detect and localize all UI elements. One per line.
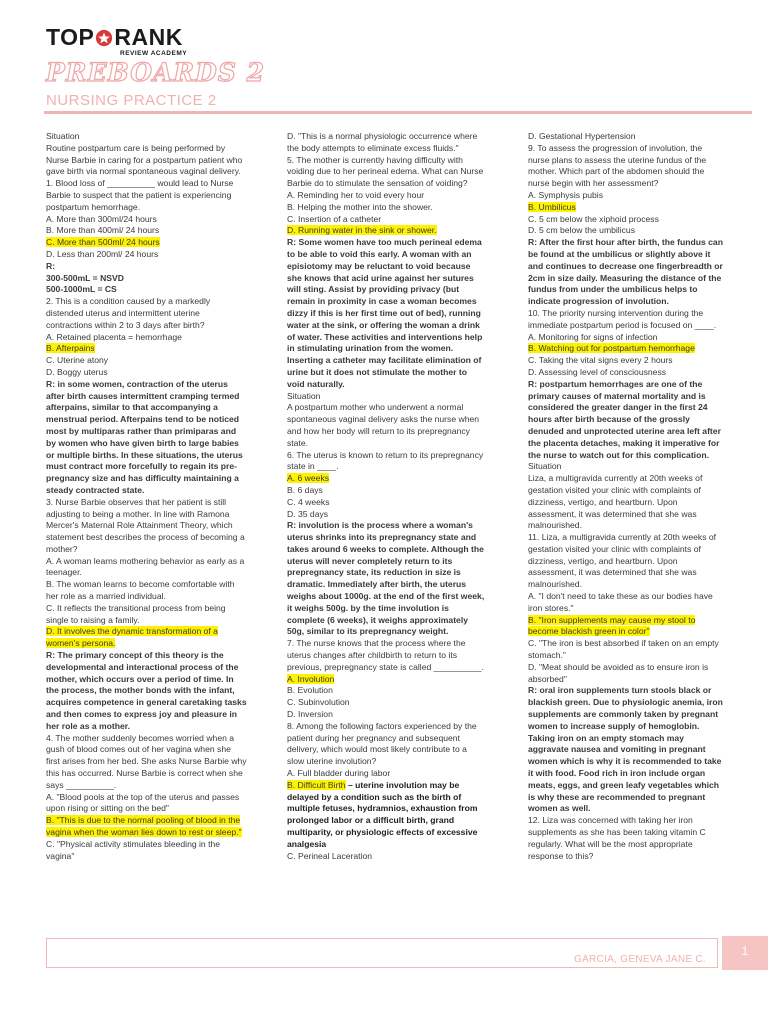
text-line (287, 473, 485, 485)
text-line (528, 815, 725, 862)
line-text: 10. The priority nursing intervention during the immediate postpartum period is focused on ____. (528, 307, 717, 330)
line-text: Situation (528, 461, 562, 472)
text-line (46, 355, 247, 367)
text-line (46, 603, 247, 627)
text-line (46, 273, 247, 285)
text-line (528, 367, 725, 379)
logo-right: RANK (114, 24, 183, 50)
line-text: 8. Among the following factors experienced by the patient during her pregnancy and subsequent delivery, which would most likely contribute to a slow uterine involution? (287, 720, 477, 767)
line-text: C. Insertion of a catheter (287, 213, 382, 224)
logo-subtitle: REVIEW ACADEMY (120, 50, 188, 57)
text-line (528, 355, 725, 367)
rationale-text: R: The primary concept of this theory is the developmental and interactional process of the mother, which occurs over a period of time. In the process, the mother bonds with the infant, acquires competence in general caretaking tasks and then comes to express joy and pleasure in her role as a mother. (46, 650, 247, 731)
line-text: A. "Blood pools at the top of the uterus and passes upon rising or sitting on the bed" (46, 791, 240, 814)
logo-wordmark (46, 24, 183, 51)
text-line (528, 237, 725, 308)
text-line (46, 379, 247, 497)
text-line (46, 332, 247, 344)
text-line (528, 143, 725, 190)
line-text: A. Reminding her to void every hour (287, 189, 425, 200)
text-line (528, 662, 725, 686)
line-text: C. It reflects the transitional process from being single to raising a family. (46, 602, 226, 625)
page-title: PREBOARDS 2 (46, 58, 266, 87)
page-number: 1 (741, 944, 749, 958)
text-line (287, 155, 485, 190)
text-line (287, 721, 485, 768)
header-divider (44, 111, 752, 114)
highlighted-answer: B. Difficult Birth (287, 779, 346, 790)
rationale-text: R: Some women have too much perineal edema to be able to void this early. A woman with an episiotomy may be reluctant to void because she knows that acid urine against her sutures will sting. Assist by providing privacy (but remain in proximity in case a woman becomes dizzy if this is her first time out of bed), running water at the sink, or offering the woman a drink of water. These activities and interventions help in stimulating urination from the women. Inserting a catheter may facilitate elimination of urine but it does not stimulate the mother to void naturally. (287, 237, 483, 389)
line-text: 5. The mother is currently having difficulty with voiding due to her perineal edema. What can Nurse Barbie do to stimulate the sensation of voiding? (287, 154, 484, 189)
text-line (46, 131, 247, 143)
text-line (287, 391, 485, 403)
logo (46, 24, 206, 58)
text-line (287, 709, 485, 721)
rationale-text: 300-500mL = NSVD (46, 272, 124, 283)
rationale-text: R: in some women, contraction of the uterus after birth causes intermittent cramping termed afterpains, similar to that accompanying a menstrual period. Afterpains tend to be noticed most by multiparas rather than primiparas and by women who have given birth to large babies or multiple births. In these situations, the uterus must contract more forcefully to regain its pre-pregnancy size and has difficulty maintaining a steady contracted state. (46, 378, 243, 495)
text-line (287, 697, 485, 709)
page-subtitle: NURSING PRACTICE 2 (46, 92, 217, 109)
highlighted-answer: B. "This is due to the normal pooling of blood in the vagina when the woman lies down to rest or sleep." (46, 815, 242, 838)
line-text: B. Helping the mother into the shower. (287, 201, 433, 212)
text-line (287, 485, 485, 497)
text-line (528, 225, 725, 237)
highlighted-answer: B. Umbilicus (528, 201, 576, 212)
text-line (287, 851, 485, 863)
line-text: D. "This is a normal physiologic occurrence where the body attempts to eliminate excess fluids." (287, 131, 478, 153)
line-text: C. Taking the vital signs every 2 hours (528, 355, 673, 366)
line-text: Situation (287, 390, 321, 401)
highlighted-answer: D. Running water in the sink or shower. (287, 225, 437, 236)
text-line (528, 685, 725, 815)
highlighted-answer: B. Watching out for postpartum hemorrhage (528, 343, 695, 354)
text-column-3 (528, 131, 725, 862)
text-line (287, 225, 485, 237)
line-text: B. 6 days (287, 484, 323, 495)
star-icon (95, 29, 113, 47)
text-line (46, 792, 247, 816)
text-line (46, 650, 247, 733)
line-text: C. Perineal Laceration (287, 850, 373, 861)
rationale-text: R: oral iron supplements turn stools black or blackish green. Due to physiologic anemia, iron supplements are commonly taken by pregnant women to increase supply of hemoglobin. Taking iron on an empty stomach may aggravate nausea and vomiting in pregnant women which is why it is recommended to take it with food. Food rich in iron include organ meats, eggs, and green leafy vegetables which is why these are recommended to pregnant women as well. (528, 685, 723, 814)
line-text: 2. This is a condition caused by a markedly distended uterus and intermittent uterine contractions within 2 to 3 days after birth? (46, 296, 211, 330)
line-text: D. Boggy uterus (46, 366, 108, 377)
text-line (287, 450, 485, 474)
text-line (528, 332, 725, 344)
line-text: 12. Liza was concerned with taking her iron supplements as she has been taking vitamin C regularly. What will be the most appropriate response to this? (528, 815, 706, 861)
rationale-text: – uterine involution may be delayed by a condition such as the birth of multiple fetuses, hydramnios, exhaustion from prolonged labor or a difficult birth, grand multiparity, or physiologic effects of excessive analgesia (287, 779, 478, 849)
line-text: D. 5 cm below the umbilicus (528, 225, 635, 236)
text-line (528, 131, 725, 143)
line-text: 3. Nurse Barbie observes that her patient is still adjusting to being a mother. In line with Ramona Mercer's Maternal Role Attainment Theory, which statement best describes the process of becoming a mother? (46, 496, 245, 554)
line-text: A. Retained placenta = hemorrhage (46, 331, 182, 342)
text-column-2 (287, 131, 485, 862)
line-text: B. More than 400ml/ 24 hours (46, 225, 160, 236)
text-line (46, 815, 247, 839)
text-line (46, 367, 247, 379)
text-line (287, 190, 485, 202)
text-line (287, 131, 485, 155)
highlighted-answer: A. 6 weeks (287, 473, 330, 484)
highlighted-answer: B. Afterpains (46, 343, 95, 354)
text-line (287, 520, 485, 638)
line-text: C. Uterine atony (46, 355, 109, 366)
text-line (528, 615, 725, 639)
line-text: 1. Blood loss of __________ would lead to Nurse Barbie to suspect that the patient is experiencing postpartum hemorrhage. (46, 178, 234, 212)
text-line (528, 214, 725, 226)
text-line (528, 638, 725, 662)
line-text: Situation (46, 131, 80, 141)
text-line (46, 143, 247, 178)
text-line (287, 638, 485, 673)
highlighted-answer: A. Involution (287, 673, 335, 684)
highlighted-answer: C. More than 500ml/ 24 hours (46, 237, 160, 248)
text-line (46, 249, 247, 261)
line-text: D. Inversion (287, 709, 333, 720)
line-text: A. Symphysis pubis (528, 189, 603, 200)
line-text: 9. To assess the progression of involution, the nurse plans to assess the uterine fundus of the mother. Which part of the abdomen should the nurse begin with her assessment? (528, 142, 707, 189)
rationale-text: R: After the first hour after birth, the fundus can be found at the umbilicus or slightly above it and continues to decrease one fingerbreadth or 2cm in size daily. Measuring the distance of the fundus from under the umbilicus helps to indicate progression of involution. (528, 237, 723, 307)
text-line (528, 202, 725, 214)
text-line (287, 768, 485, 780)
line-text: Liza, a multigravida currently at 20th weeks of gestation visited your clinic with complaints of dizziness, vertigo, and heartburn. Upon assessment, it was determined that she was malnourished. (528, 473, 703, 531)
line-text: C. "Physical activity stimulates bleeding in the vagina" (46, 838, 221, 861)
text-line (46, 733, 247, 792)
text-line (46, 284, 247, 296)
line-text: C. 4 weeks (287, 496, 330, 507)
text-line (46, 556, 247, 580)
rationale-text: R: involution is the process where a woman's uterus shrinks into its prepregnancy state and takes around 6 weeks to complete. Although the uterus will never completely return to its prepregnancy state, its reduction in size is dramatic. Immediately after birth, the uterus weighs about 1000g. at the end of the first week, it weighs 500g. by the time involution is complete (6 weeks), it weighs approximately 50g, similar to its prepregnancy weight. (287, 520, 485, 637)
text-line (528, 461, 725, 473)
line-text: A. Full bladder during labor (287, 768, 391, 779)
text-line (528, 532, 725, 591)
text-line (46, 237, 247, 249)
text-line (287, 674, 485, 686)
line-text: A. A woman learns mothering behavior as early as a teenager. (46, 555, 245, 578)
logo-left: TOP (46, 24, 95, 50)
text-line (46, 296, 247, 331)
text-line (46, 343, 247, 355)
text-line (287, 202, 485, 214)
text-line (46, 214, 247, 226)
text-line (46, 178, 247, 213)
line-text: B. The woman learns to become comfortable with her role as a married individual. (46, 579, 235, 602)
rationale-text: R: (46, 260, 56, 271)
line-text: 6. The uterus is known to return to its prepregnancy state in ____. (287, 449, 484, 472)
text-line (46, 839, 247, 863)
line-text: D. "Meat should be avoided as to ensure iron is absorbed" (528, 661, 709, 684)
text-line (46, 225, 247, 237)
text-line (46, 579, 247, 603)
rationale-text: R: postpartum hemorrhages are one of the primary causes of maternal mortality and is considered the greater danger in the first 24 hours after birth because of the grossly denuded and unprotected uterine area left after the placenta detaches, making it imperative for the nurse to watch out for this complication. (528, 378, 721, 460)
text-line (528, 473, 725, 532)
text-line (46, 497, 247, 556)
line-text: 7. The nurse knows that the process where the uterus changes after childbirth to return to its previous, prepregnancy state is called __________. (287, 638, 484, 672)
line-text: A. Monitoring for signs of infection (528, 331, 658, 342)
text-line (287, 237, 485, 390)
line-text: D. Assessing level of consciousness (528, 366, 667, 377)
text-line (528, 190, 725, 202)
text-line (287, 685, 485, 697)
text-line (528, 343, 725, 355)
line-text: B. Evolution (287, 685, 333, 696)
line-text: D. Less than 200ml/ 24 hours (46, 248, 159, 259)
highlighted-answer: B. "Iron supplements may cause my stool to become blackish green in color" (528, 614, 696, 637)
text-line (528, 379, 725, 462)
line-text: 4. The mother suddenly becomes worried when a gush of blood comes out of her vagina when she first arises from her bed. She asks Nurse Barbie why this has occurred. Nurse Barbie is correct when she says __________. (46, 732, 247, 790)
line-text: D. 35 days (287, 508, 329, 519)
text-line (46, 626, 247, 650)
text-line (287, 780, 485, 851)
text-line (287, 214, 485, 226)
line-text: A. More than 300ml/24 hours (46, 213, 157, 224)
text-line (287, 497, 485, 509)
text-column-1 (46, 131, 247, 862)
text-line (287, 402, 485, 449)
line-text: 11. Liza, a multigravida currently at 20th weeks of gestation visited your clinic with complaints of dizziness, vertigo, and heartburn. Upon assessment, it was determined that she was malnourished. (528, 532, 717, 590)
line-text: Routine postpartum care is being performed by Nurse Barbie in caring for a postpartum patient who gave birth via normal spontaneous vaginal delivery. (46, 142, 243, 177)
line-text: C. Subinvolution (287, 697, 350, 708)
line-text: A postpartum mother who underwent a normal spontaneous vaginal delivery asks the nurse when and how her body will return to its prepregnancy state. (287, 402, 480, 448)
line-text: C. 5 cm below the xiphoid process (528, 213, 659, 224)
rationale-text: 500-1000mL = CS (46, 284, 117, 295)
line-text: A. "I don't need to take these as our bodies have iron stores." (528, 591, 713, 613)
text-line (287, 509, 485, 521)
text-line (528, 591, 725, 615)
line-text: C. "The iron is best absorbed if taken on an empty stomach." (528, 638, 719, 661)
text-line (46, 261, 247, 273)
highlighted-answer: D. It involves the dynamic transformation of a women's persona. (46, 626, 218, 649)
footer-author: GARCIA, GENEVA JANE C. (573, 954, 706, 965)
text-line (528, 308, 725, 332)
line-text: D. Gestational Hypertension (528, 131, 636, 141)
